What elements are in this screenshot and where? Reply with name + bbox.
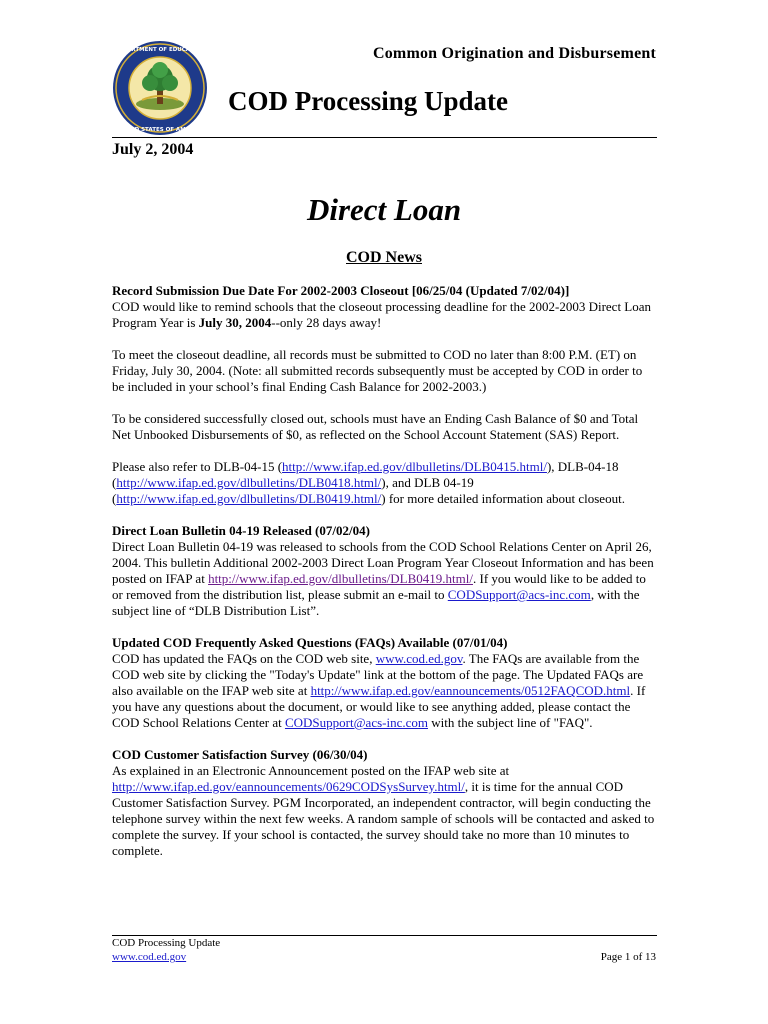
- article-heading: Direct Loan Bulletin 04-19 Released (07/02/04): [112, 523, 370, 538]
- text: . The FAQs are available from the COD web site by clicking the "Today's Update" link at the bottom of the page. The Updated FAQs are also available on the IFAP web site at: [112, 651, 644, 698]
- text: COD has updated the FAQs on the COD web site,: [112, 651, 376, 666]
- email-link-codsupport[interactable]: CODSupport@acs-inc.com: [284, 715, 428, 730]
- link-cod-website[interactable]: www.cod.ed.gov: [375, 651, 463, 666]
- text: with the subject line of "FAQ".: [428, 715, 593, 730]
- text: As explained in an Electronic Announcement posted on the IFAP web site at: [112, 763, 510, 778]
- svg-text:UNITED STATES OF AMERICA: UNITED STATES OF AMERICA: [115, 127, 205, 133]
- article-heading: Updated COD Frequently Asked Questions (FAQs) Available (07/01/04): [112, 635, 508, 650]
- text: ), DLB-04-18 (: [112, 459, 619, 490]
- document-title: COD Processing Update: [228, 86, 508, 116]
- paragraph: [112, 299, 657, 331]
- text: COD would like to remind schools that the closeout processing deadline for the 2002-2003 Direct Loan Program Year is: [112, 299, 652, 330]
- header-divider: [112, 137, 657, 138]
- article-faqs: [112, 635, 657, 731]
- link-dlb0419-ifap[interactable]: http://www.ifap.ed.gov/dlbulletins/DLB0419.html/: [208, 571, 473, 586]
- subject-heading: Direct Loan: [306, 192, 462, 227]
- footer-title: COD Processing Update: [112, 937, 221, 949]
- deadline-date: July 30, 2004: [198, 315, 272, 330]
- text: --only 28 days away!: [271, 315, 382, 330]
- article-closeout: [112, 283, 657, 507]
- page-number: Page 1 of 13: [600, 951, 656, 963]
- text: . If you would like to be added to or removed from the distribution list, please submit an e-mail to: [112, 571, 646, 602]
- paragraph: To be considered successfully closed out, schools must have an Ending Cash Balance of $0 and Total Net Unbooked Disbursements of $0, as reflected on the School Account Statement (SAS) Report.: [112, 411, 639, 442]
- text: . If you have any questions about the document, or would like to see anything added, please contact the COD School Relations Center at: [112, 683, 646, 730]
- footer-link-cod-website[interactable]: www.cod.ed.gov: [112, 951, 187, 963]
- email-link-codsupport[interactable]: CODSupport@acs-inc.com: [447, 587, 591, 602]
- link-survey-announcement[interactable]: http://www.ifap.ed.gov/eannouncements/0629CODSysSurvey.html/: [112, 779, 465, 794]
- article-survey: [112, 747, 657, 859]
- text: ), and DLB 04-19 (: [112, 475, 474, 506]
- issue-date: July 2, 2004: [112, 141, 194, 158]
- link-dlb0415[interactable]: http://www.ifap.ed.gov/dlbulletins/DLB0415.html/: [282, 459, 547, 474]
- text: , with the subject line of “DLB Distribution List”.: [112, 587, 640, 618]
- article-heading: COD Customer Satisfaction Survey (06/30/04): [112, 747, 368, 762]
- section-heading-cod-news: COD News: [346, 249, 422, 266]
- text: Please also refer to DLB-04-15 (: [112, 459, 283, 474]
- department-of-education-seal: [112, 40, 208, 136]
- svg-text:DEPARTMENT OF EDUCATION: DEPARTMENT OF EDUCATION: [115, 47, 205, 53]
- link-dlb0419[interactable]: http://www.ifap.ed.gov/dlbulletins/DLB0419.html/: [116, 491, 382, 506]
- link-faq-announcement[interactable]: http://www.ifap.ed.gov/eannouncements/0512FAQCOD.html: [310, 683, 631, 698]
- link-dlb0418[interactable]: http://www.ifap.ed.gov/dlbulletins/DLB0418.html/: [116, 475, 382, 490]
- article-heading: Record Submission Due Date For 2002-2003 Closeout [06/25/04 (Updated 7/02/04)]: [112, 283, 570, 298]
- paragraph: [112, 459, 657, 507]
- paragraph: [112, 651, 657, 731]
- text: ) for more detailed information about closeout.: [381, 491, 625, 506]
- article-bulletin-04-19: [112, 523, 657, 619]
- article-body: [112, 283, 657, 875]
- text: Direct Loan Bulletin 04-19 was released to schools from the COD School Relations Center on April 26, 2004. This bulletin Additional 2002-2003 Direct Loan Program Year Closeout Information and has been posted on IFAP at: [112, 539, 654, 586]
- paragraph: To meet the closeout deadline, all records must be submitted to COD no later than 8:00 P.M. (ET) on Friday, July 30, 2004. (Note: all submitted records subsequently must be accepted by COD in order to be included in your school’s final Ending Cash Balance for 2002-2003.): [112, 347, 643, 394]
- text: , it is time for the annual COD Customer Satisfaction Survey. PGM Incorporated, an independent contractor, will begin conducting the telephone survey within the next few weeks. A random sample of schools will be contacted and asked to complete the survey. If your school is contacted, the survey should take no more than 10 minutes to complete.: [112, 779, 655, 858]
- paragraph: [112, 539, 657, 619]
- paragraph: [112, 763, 657, 859]
- organization-name: Common Origination and Disbursement: [372, 45, 656, 62]
- footer-divider: [112, 935, 657, 936]
